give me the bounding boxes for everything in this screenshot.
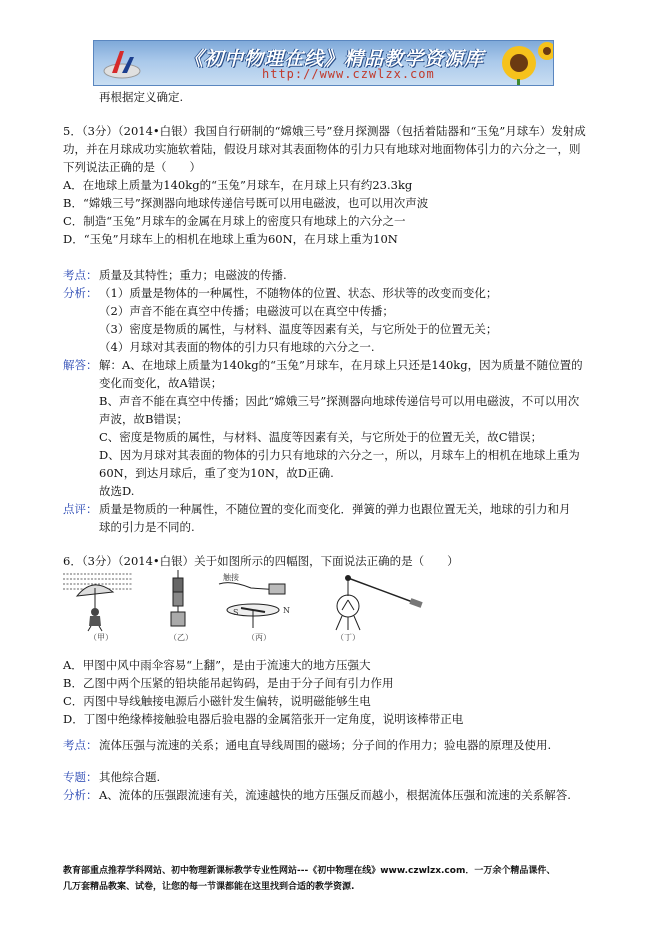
q5-option-b: B．“嫦娥三号”探测器向地球传递信号既可以用电磁波，也可以用次声波	[63, 196, 429, 210]
q5-jieda-line: B、声音不能在真空中传播；因此“嫦娥三号”探测器向地球传递信号可以用电磁波，不可以用次	[99, 394, 580, 408]
q6-zhuanti: 其他综合题.	[99, 770, 161, 784]
q5-dianping-line: 质量是物质的一种属性，不随位置的变化而变化．弹簧的弹力也跟位置无关，地球的引力和月	[99, 502, 571, 516]
q5-fenxi-label: 分析：	[63, 286, 98, 300]
q5-stem-line: 下列说法正确的是（ ）	[63, 160, 201, 174]
q6-option-a: A．甲图中风中雨伞容易“上翻”，是由于流速大的地方压强大	[63, 658, 371, 672]
q6-zhuanti-label: 专题：	[63, 770, 98, 784]
q5-kaodian-label: 考点：	[63, 268, 98, 282]
q5-dianping-label: 点评：	[63, 502, 98, 516]
q5-option-d: D．“玉兔”月球车上的相机在地球上重为60N，在月球上重为10N	[63, 232, 398, 246]
banner-url[interactable]: http://www.czwlzx.com	[262, 67, 435, 81]
q6-option-b: B．乙图中两个压紧的铅块能吊起钩码，是由于分子间有引力作用	[63, 676, 394, 690]
q5-jieda-line: 变化而变化，故A错误；	[99, 376, 223, 390]
banner-title: 《初中物理在线》精品教学资源库	[184, 48, 485, 70]
q5-stem-line: 功，并在月球成功实施软着陆，假设月球对其表面物体的引力只有地球对地面物体引力的六分之一，则	[63, 142, 581, 156]
figure-s-label: S	[233, 608, 239, 617]
figure-n-label: N	[283, 606, 290, 615]
q6-fenxi-label: 分析：	[63, 788, 98, 802]
figure-wire-label: 触接	[223, 573, 239, 582]
q5-jieda-line: 60N，到达月球后，重了变为10N，故D正确.	[99, 466, 334, 480]
q5-kaodian: 质量及其特性；重力；电磁波的传播.	[99, 268, 287, 282]
q6-kaodian: 流体压强与流速的关系；通电直导线周围的磁场；分子间的作用力；验电器的原理及使用.	[99, 738, 552, 752]
site-logo-icon	[102, 45, 142, 83]
q5-option-c: C．制造“玉兔”月球车的金属在月球上的密度只有地球上的六分之一	[63, 214, 406, 228]
q5-fenxi-line: （3）密度是物质的属性，与材料、温度等因素有关，与它所处于的位置无关；	[99, 322, 498, 336]
q5-jieda-line: 解：A、在地球上质量为140kg的“玉兔”月球车，在月球上只还是140kg，因为质量不随位置的	[99, 358, 583, 372]
q5-jieda-line: 声波，故B错误；	[99, 412, 188, 426]
electroscope-figure	[328, 570, 428, 632]
figure-label-jia: （甲）	[89, 633, 113, 642]
q5-dianping-line: 球的引力是不同的.	[99, 520, 195, 534]
figure-label-ding: （丁）	[336, 633, 360, 642]
q6-fenxi: A、流体的压强跟流速有关，流速越快的地方压强反而越小，根据流体压强和流速的关系解答.	[99, 788, 571, 802]
q5-fenxi-line: （1）质量是物体的一种属性，不随物体的位置、状态、形状等的改变而变化；	[99, 286, 498, 300]
q5-jieda-label: 解答：	[63, 358, 98, 372]
previous-answer-tail: 再根据定义确定.	[99, 90, 184, 104]
q5-option-a: A．在地球上质量为140kg的“玉兔”月球车，在月球上只有约23.3kg	[63, 178, 413, 192]
q5-fenxi-line: （2）声音不能在真空中传播；电磁波可以在真空中传播；	[99, 304, 394, 318]
figure-label-yi: （乙）	[169, 633, 193, 642]
q6-figure	[63, 570, 428, 642]
q6-kaodian-label: 考点：	[63, 738, 98, 752]
sunflower-icon	[489, 41, 554, 86]
q6-option-c: C．丙图中导线触接电源后小磁针发生偏转，说明磁能够生电	[63, 694, 371, 708]
footer-line: 教育部重点推荐学科网站、初中物理新课标教学专业性网站---《初中物理在线》www.czwlzx.com．一万余个精品课件、	[63, 866, 556, 876]
q6-stem: 6．（3分）（2014•白银）关于如图所示的四幅图，下面说法正确的是（ ）	[63, 554, 459, 568]
q5-jieda-line: D、因为月球对其表面的物体的引力只有地球的六分之一，所以，月球车上的相机在地球上重为	[99, 448, 580, 462]
lead-blocks-figure	[163, 570, 193, 632]
header-banner	[93, 40, 554, 86]
q6-option-d: D．丁图中绝缘棒接触验电器后验电器的金属箔张开一定角度，说明该棒带正电	[63, 712, 464, 726]
q5-jieda-line: 故选D.	[99, 484, 135, 498]
q5-jieda-line: C、密度是物质的属性，与材料、温度等因素有关，与它所处于的位置无关，故C错误；	[99, 430, 543, 444]
q5-fenxi-line: （4）月球对其表面的物体的引力只有地球的六分之一.	[99, 340, 375, 354]
q5-stem-line: 5．（3分）（2014•白银）我国自行研制的“嫦娥三号”登月探测器（包括着陆器和“玉兔”月球车）发射成	[63, 124, 586, 138]
umbrella-wind-figure	[63, 570, 138, 632]
figure-label-bing: （丙）	[247, 633, 271, 642]
footer-line: 几万套精品教案、试卷，让您的每一节课都能在这里找到合适的教学资源.	[63, 882, 355, 892]
